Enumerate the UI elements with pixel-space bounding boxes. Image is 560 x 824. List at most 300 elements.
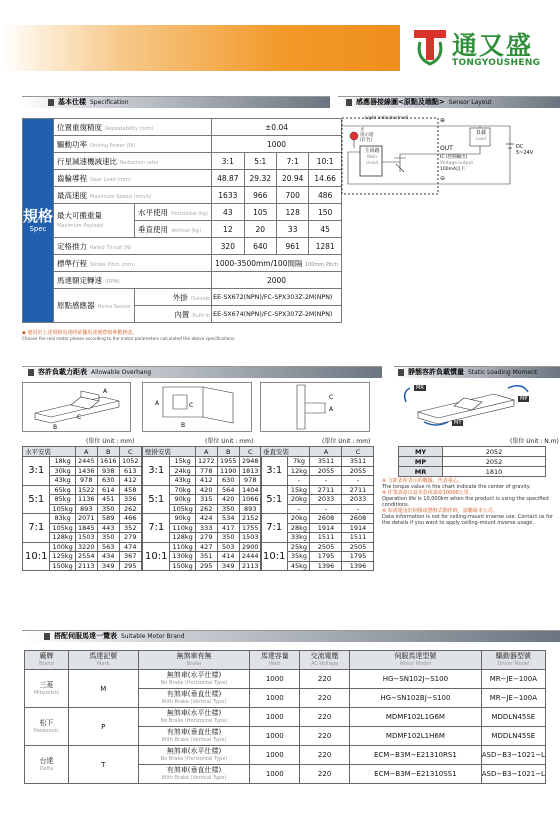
value-cell: 1755	[239, 523, 261, 533]
ratio-cell: 3:1	[143, 457, 170, 486]
sensor-minus-label: ⊖	[440, 175, 446, 182]
sensor-plus-label: ⊕	[440, 117, 446, 124]
bullet-square-icon	[398, 369, 404, 376]
ratio-value: 7:1	[276, 153, 308, 170]
driver-cell: MDDLN45SE	[481, 708, 545, 727]
header-cn: 伺服馬達型號	[394, 652, 437, 660]
driver-cell: MR−JE−100A	[481, 670, 545, 689]
motor-speed-value: 2000	[212, 272, 342, 289]
value-cell: 893	[75, 504, 97, 514]
static-row-value: 2052	[443, 447, 546, 457]
brand-cell: 松下 Panasonic	[25, 708, 69, 746]
value-cell: 2113	[75, 561, 97, 571]
sensor-dc-label: DC 5~24V	[516, 144, 534, 156]
volt-cell: 220	[300, 708, 350, 727]
payload-h-value: 43	[212, 204, 244, 221]
value-cell: 2152	[239, 514, 261, 524]
static-moment-illustration	[398, 382, 546, 428]
svg-text:A: A	[103, 388, 108, 395]
volt-cell: 220	[300, 746, 350, 765]
value-cell: -	[342, 504, 374, 514]
payload-h-value: 105	[244, 204, 276, 221]
value-cell: 1404	[239, 485, 261, 495]
static-row-value: 2052	[443, 457, 546, 467]
svg-text:C: C	[329, 394, 334, 401]
bullet-square-icon	[346, 99, 352, 106]
value-cell: 1511	[342, 533, 374, 543]
volt-cell: 220	[300, 727, 350, 746]
value-cell: 2033	[342, 495, 374, 505]
sensor-out-label: OUT	[440, 145, 453, 152]
model-cell: ECM−B3M−E21310SS1	[350, 765, 482, 784]
value-cell: 778	[195, 466, 217, 476]
value-cell: 1813	[239, 466, 261, 476]
svg-text:A: A	[329, 406, 334, 413]
column-header: A	[195, 447, 217, 457]
static-title-cn: 靜態容許負載慣量	[408, 368, 464, 376]
stroke-label: 標準行程 Stroke Pitch (mm)	[54, 255, 212, 272]
load-cell: 65kg	[50, 485, 75, 495]
brand-logo	[404, 20, 560, 76]
sensor-load-label: 負載 Load	[475, 130, 486, 141]
table-row	[261, 514, 374, 524]
thrust-value: 961	[276, 238, 308, 255]
brand-cell: 三菱 Mitsubishi	[25, 670, 69, 708]
load-cell: 110kg	[170, 523, 195, 533]
load-cell: 43kg	[50, 476, 75, 486]
speed-value: 486	[309, 187, 341, 204]
motor-row	[25, 670, 546, 689]
label-mp: MP	[520, 396, 528, 402]
value-cell: 1795	[310, 552, 342, 562]
brake-cell: 無煞車(水平仕樣) No Brake (Horizontal Type)	[138, 670, 250, 689]
payload-v-value: 33	[276, 221, 308, 238]
speed-value: 1633	[212, 187, 244, 204]
load-cell: 150kg	[50, 561, 75, 571]
spec-side-label: 規格 Spec	[23, 119, 54, 323]
table-row	[143, 485, 262, 495]
model-cell: ECM−B3M−E21310RS1	[350, 746, 482, 765]
load-cell: 100kg	[50, 542, 75, 552]
value-cell: 1511	[310, 533, 342, 543]
overhang-table	[22, 446, 142, 571]
repeat-label: 位置重復精度 Repeatability (mm)	[54, 119, 212, 136]
header-en: AC-Voltage	[311, 661, 339, 667]
thrust-label: 定格推力 Rated Thrust (N)	[54, 238, 212, 255]
spec-table	[22, 118, 342, 323]
value-cell: 336	[119, 495, 141, 505]
overhang-title-cn: 容許負載力距表	[38, 368, 87, 376]
load-cell: 24kg	[170, 466, 195, 476]
header-cn: 馬達容量	[260, 652, 289, 660]
motor-title-en: Suitable Motor Brand	[121, 633, 185, 640]
value-cell: 3220	[75, 542, 97, 552]
load-cell: 128kg	[170, 533, 195, 543]
load-cell: 125kg	[50, 552, 75, 562]
table-row	[261, 457, 374, 467]
payload-h-value: 150	[309, 204, 341, 221]
overhang-table-horizontal	[22, 446, 142, 571]
value-cell: 349	[217, 561, 239, 571]
value-cell: 279	[119, 533, 141, 543]
value-cell: 3511	[310, 457, 342, 467]
payload-v-value: 45	[309, 221, 341, 238]
value-cell: 295	[119, 561, 141, 571]
value-cell: 443	[97, 523, 119, 533]
table-row	[143, 514, 262, 524]
mount-title: 垂直安裝	[261, 447, 310, 457]
value-cell: 427	[195, 542, 217, 552]
table-row	[261, 542, 374, 552]
header-en: Driver Model	[497, 661, 530, 667]
thrust-value: 1281	[309, 238, 341, 255]
overhang-unit-2: (單位 Unit : mm)	[205, 438, 254, 445]
value-cell: 1914	[342, 523, 374, 533]
lead-label: 齒輪導程 Gear Lead (mm)	[54, 170, 212, 187]
load-cell: 15kg	[288, 485, 310, 495]
sensor-diagram	[340, 114, 546, 196]
load-cell: 105kg	[50, 504, 75, 514]
value-cell: 2608	[342, 514, 374, 524]
section-header-overhang	[22, 366, 382, 378]
value-cell: 2444	[239, 552, 261, 562]
motor-table	[24, 650, 546, 784]
overhang-table-vertical	[260, 446, 374, 571]
header-en: Brake	[186, 661, 202, 667]
static-row-label: MY	[399, 447, 443, 457]
column-header: C	[119, 447, 141, 457]
payload-v-label: 垂直使用 Vertical (kg)	[135, 221, 212, 238]
static-row-label: MR	[399, 467, 443, 477]
value-cell: 1795	[342, 552, 374, 562]
watt-cell: 1000	[250, 670, 300, 689]
section-header-motor	[22, 630, 560, 642]
label-mr: MR	[416, 385, 424, 391]
value-cell: 938	[97, 466, 119, 476]
value-cell: 1503	[75, 533, 97, 543]
value-cell: 893	[239, 504, 261, 514]
motor-column-header	[250, 651, 300, 670]
payload-v-value: 20	[244, 221, 276, 238]
value-cell: 2071	[75, 514, 97, 524]
brake-cell: 無煞車(水平仕樣) No Brake (Horizontal Type)	[138, 746, 250, 765]
sensor-main-circuit-label: 主回路 Main circuit	[364, 148, 380, 165]
value-cell: 1503	[239, 533, 261, 543]
power-label: 驅動功率 Driving Power (W)	[54, 136, 212, 153]
value-cell: 451	[97, 495, 119, 505]
overhang-title-en: Allowable Overhang	[91, 369, 152, 376]
value-cell: 1136	[75, 495, 97, 505]
table-row	[23, 514, 142, 524]
lead-value: 20.94	[276, 170, 308, 187]
header-cn: 馬達記號	[89, 652, 118, 660]
horizontal-mount-illustration	[22, 382, 131, 432]
value-cell: 262	[195, 504, 217, 514]
value-cell: 350	[217, 533, 239, 543]
overhang-table-wall	[142, 446, 262, 571]
value-cell: 262	[119, 504, 141, 514]
speed-value: 700	[276, 187, 308, 204]
watt-cell: 1000	[250, 765, 300, 784]
value-cell: 414	[217, 552, 239, 562]
value-cell: 351	[195, 552, 217, 562]
overhang-table	[260, 446, 374, 571]
value-cell: 2711	[342, 485, 374, 495]
watt-cell: 1000	[250, 708, 300, 727]
mount-title: 水平安裝	[23, 447, 76, 457]
value-cell: 417	[217, 523, 239, 533]
value-cell: 1522	[75, 485, 97, 495]
value-cell: 534	[217, 514, 239, 524]
value-cell: 2900	[239, 542, 261, 552]
vertical-mount-illustration	[260, 382, 370, 432]
motor-speed-label: 馬達額定轉速 (RPM)	[54, 272, 212, 289]
overhang-unit-1: (單位 Unit : mm)	[86, 438, 135, 445]
overhang-unit-3: (單位 Unit : mm)	[322, 438, 371, 445]
value-cell: 333	[195, 523, 217, 533]
load-cell: 33kg	[288, 533, 310, 543]
load-cell: 105kg	[170, 504, 195, 514]
table-row	[23, 485, 142, 495]
header-en: Watt	[268, 661, 281, 667]
value-cell: 563	[97, 542, 119, 552]
load-cell: 30kg	[50, 466, 75, 476]
value-cell: 2554	[75, 552, 97, 562]
load-cell: 43kg	[170, 476, 195, 486]
sensor-title-cn: 感應器接線圖<原點及端點>	[356, 98, 445, 106]
model-cell: HG−SN102BJ−S100	[350, 689, 482, 708]
value-cell: -	[310, 504, 342, 514]
model-cell: MDMF102L1H6M	[350, 727, 482, 746]
load-cell: -	[288, 476, 310, 486]
value-cell: 630	[217, 476, 239, 486]
value-cell: 350	[217, 504, 239, 514]
value-cell: 434	[97, 552, 119, 562]
thrust-value: 640	[244, 238, 276, 255]
load-cell: 90kg	[170, 514, 195, 524]
header-en: Brand	[38, 661, 54, 667]
value-cell: 2445	[75, 457, 97, 467]
static-unit: (單位 Unit : N.m)	[510, 438, 559, 445]
load-cell: 70kg	[170, 485, 195, 495]
header-cn: 驅動器型號	[495, 652, 531, 660]
driver-cell: ASD−B3−1021−L	[481, 746, 545, 765]
ratio-cell: 3:1	[261, 457, 288, 486]
ratio-cell: 5:1	[261, 485, 288, 514]
load-cell: -	[288, 504, 310, 514]
lead-value: 29.32	[244, 170, 276, 187]
value-cell: 2505	[310, 542, 342, 552]
value-cell: 315	[195, 495, 217, 505]
value-cell: 466	[119, 514, 141, 524]
column-header: B	[217, 447, 239, 457]
motor-column-header	[350, 651, 482, 670]
value-cell: 412	[119, 476, 141, 486]
svg-text:A: A	[155, 400, 160, 407]
value-cell: 474	[119, 542, 141, 552]
lead-value: 48.87	[212, 170, 244, 187]
load-cell: 18kg	[50, 457, 75, 467]
load-cell: 130kg	[170, 552, 195, 562]
static-notes: ※ 力距表所表示的數據，代表重心。 The torque value in the chart indicate the center of gravity. ※ 作業壽命以基本負荷壽命10000公里。 Operation life is 10,000km when the product is using the specified conditions. ※ 如需運用於倒掛或懸臂式動作時，請聯絡本公司。 Data information is not for ceiling-mount inverse use. Contact us for the details if you want to apply ceiling-mount inverse usage.	[382, 478, 553, 526]
sensor-indicator-label: 光 指示燈 (紅色)	[360, 128, 374, 143]
lead-value: 14.66	[309, 170, 341, 187]
value-cell: 367	[119, 552, 141, 562]
value-cell: 1914	[310, 523, 342, 533]
repeat-value: ±0.04	[212, 119, 342, 136]
value-cell: 564	[217, 485, 239, 495]
ratio-cell: 7:1	[23, 514, 50, 543]
model-cell: HG−SN102J−S100	[350, 670, 482, 689]
value-cell: 279	[195, 533, 217, 543]
volt-cell: 220	[300, 689, 350, 708]
ratio-cell: 5:1	[23, 485, 50, 514]
payload-label: 最大可搬重量 Maximum Payload	[54, 204, 135, 238]
ratio-value: 10:1	[309, 153, 341, 170]
load-cell: 15kg	[170, 457, 195, 467]
value-cell: 2608	[310, 514, 342, 524]
static-title-en: Static Loading Moment	[468, 369, 538, 376]
load-cell: 20kg	[288, 495, 310, 505]
value-cell: -	[342, 476, 374, 486]
value-cell: 1052	[119, 457, 141, 467]
power-value: 1000	[212, 136, 342, 153]
section-header-sensor	[338, 96, 560, 108]
load-cell: 12kg	[288, 466, 310, 476]
ratio-cell: 10:1	[261, 542, 288, 571]
section-header-spec	[22, 96, 330, 108]
header-cn: 無煞車有無	[176, 652, 212, 660]
value-cell: 589	[97, 514, 119, 524]
brand-name-cn: 通又盛	[452, 31, 534, 60]
load-cell: 20kg	[288, 514, 310, 524]
table-row	[143, 457, 262, 467]
header-en: Motor Model	[399, 661, 431, 667]
load-cell: 45kg	[288, 561, 310, 571]
home-in-label: 內置 Built-In	[135, 306, 212, 323]
value-cell: 349	[97, 561, 119, 571]
value-cell: 2055	[342, 466, 374, 476]
value-cell: 350	[97, 504, 119, 514]
driver-cell: MDDLN45SE	[481, 727, 545, 746]
payload-v-value: 12	[212, 221, 244, 238]
orange-gradient-bar	[0, 25, 400, 71]
ratio-value: 3:1	[212, 153, 244, 170]
value-cell: 2033	[310, 495, 342, 505]
static-row-label: MP	[399, 457, 443, 467]
motor-column-header	[25, 651, 69, 670]
ratio-cell: 5:1	[143, 485, 170, 514]
svg-text:C: C	[189, 402, 194, 409]
watt-cell: 1000	[250, 727, 300, 746]
brake-cell: 有煞車(垂直仕樣) With Brake (Vertical Type)	[138, 689, 250, 708]
motor-column-header	[68, 651, 138, 670]
value-cell: 1845	[75, 523, 97, 533]
volt-cell: 220	[300, 765, 350, 784]
watt-cell: 1000	[250, 689, 300, 708]
sensor-title-en: Sensor Layout	[448, 99, 492, 106]
column-header: C	[342, 447, 374, 457]
table-row	[23, 542, 142, 552]
column-header: A	[310, 447, 342, 457]
motor-row	[25, 708, 546, 727]
ratio-label: 行星減速機減速比 Reduction ratio	[54, 153, 212, 170]
value-cell: 1436	[75, 466, 97, 476]
ratio-cell: 10:1	[143, 542, 170, 571]
wall-mount-illustration	[142, 382, 252, 432]
wall-slide-icon	[143, 383, 251, 431]
value-cell: 2711	[310, 485, 342, 495]
value-cell: 295	[195, 561, 217, 571]
motor-column-header	[481, 651, 545, 670]
load-cell: 85kg	[50, 495, 75, 505]
bullet-square-icon	[48, 99, 54, 106]
table-row	[261, 485, 374, 495]
label-my: MY	[454, 420, 462, 426]
load-cell: 28kg	[288, 523, 310, 533]
mount-title: 壁掛安裝	[143, 447, 196, 457]
column-header: C	[239, 447, 261, 457]
ratio-cell: 3:1	[23, 457, 50, 486]
mark-cell: P	[68, 708, 138, 746]
ratio-cell: 7:1	[143, 514, 170, 543]
ratio-cell: 7:1	[261, 514, 288, 543]
load-cell: 35kg	[288, 552, 310, 562]
section-header-static	[394, 366, 560, 378]
value-cell: 1190	[217, 466, 239, 476]
value-cell: 420	[195, 485, 217, 495]
value-cell: 2505	[342, 542, 374, 552]
static-moment-table	[398, 446, 546, 477]
motor-column-header	[300, 651, 350, 670]
brake-cell: 有煞車(垂直仕樣) With Brake (Vertical Type)	[138, 765, 250, 784]
home-out-value: EE-SX672(NPN)/FC-SPX303Z-2M(NPN)	[212, 289, 342, 306]
value-cell: 2948	[239, 457, 261, 467]
brake-cell: 有煞車(垂直仕樣) With Brake (Vertical Type)	[138, 727, 250, 746]
load-cell: 90kg	[170, 495, 195, 505]
column-header: A	[75, 447, 97, 457]
home-in-value: EE-SX674(NPN)/FC-SPX307Z-2M(NPN)	[212, 306, 342, 323]
load-cell: 7kg	[288, 457, 310, 467]
load-cell: 150kg	[170, 561, 195, 571]
mark-cell: T	[68, 746, 138, 784]
spec-title-cn: 基本仕樣	[58, 98, 86, 106]
spec-note: ◆ 運用於上述規格馬達時依據馬達實際值參數修改。 Choose the real motor please according to the motor parameters calculated the above specifications.	[22, 330, 236, 341]
value-cell: 420	[217, 495, 239, 505]
brand-cell: 台達 Delta	[25, 746, 69, 784]
value-cell: 424	[195, 514, 217, 524]
value-cell: 1396	[342, 561, 374, 571]
value-cell: 350	[97, 533, 119, 543]
horizontal-slide-icon	[23, 383, 130, 431]
column-header: B	[97, 447, 119, 457]
payload-h-value: 128	[276, 204, 308, 221]
value-cell: 1272	[195, 457, 217, 467]
overhang-table	[142, 446, 262, 571]
brand-name-en: TONGYOUSHENG	[452, 58, 541, 68]
bullet-square-icon	[44, 633, 50, 640]
sensor-light-label: Light indicator(red)	[365, 116, 409, 121]
value-cell: 1955	[217, 457, 239, 467]
value-cell: -	[310, 476, 342, 486]
header-en: Mark	[97, 661, 110, 667]
brake-cell: 無煞車(水平仕樣) No Brake (Horizontal Type)	[138, 708, 250, 727]
load-cell: 83kg	[50, 514, 75, 524]
ratio-cell: 10:1	[23, 542, 50, 571]
motor-title-cn: 搭配伺服馬達一覽表	[54, 632, 117, 640]
value-cell: 503	[217, 542, 239, 552]
home-sensor-label: 原點感應器 Home Sensor	[54, 289, 135, 323]
